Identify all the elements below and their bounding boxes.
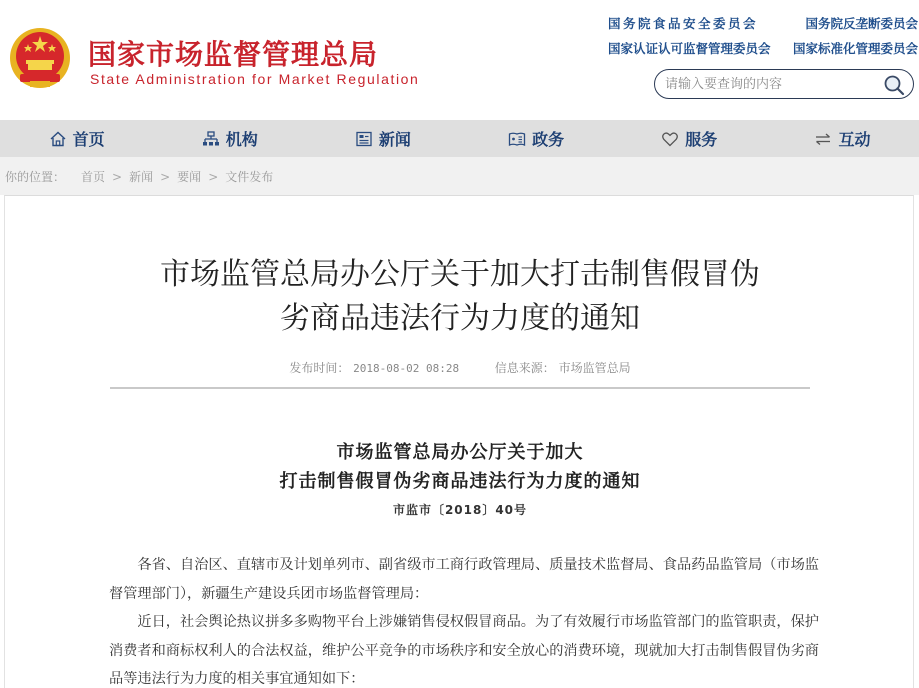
nav-label: 首页 [72, 130, 105, 149]
breadcrumb-document-release[interactable]: 文件发布 [225, 170, 274, 184]
link-standardization-committee[interactable]: 国家标准化管理委员会 [792, 41, 918, 56]
link-certification-committee[interactable]: 国家认证认可监督管理委员会 [608, 41, 771, 56]
nav-label: 政务 [532, 130, 565, 149]
breadcrumb-headlines[interactable]: 要闻 [177, 170, 202, 184]
breadcrumb-news[interactable]: 新闻 [129, 170, 154, 184]
nav-item-interaction[interactable] [766, 120, 919, 157]
body-paragraph: 各省、自治区、直辖市及计划单列市、副省级市工商行政管理局、质量技术监督局、食品药品监管局（市场监督管理部门），新疆生产建设兵团市场监督管理局： [109, 557, 819, 602]
home-icon [49, 130, 67, 148]
site-logo-subtitle: State Administration for Market Regulation [90, 71, 420, 87]
org-chart-icon [202, 130, 220, 148]
breadcrumb-home[interactable]: 首页 [81, 170, 106, 184]
document-number: 市监市〔2018〕40号 [392, 503, 528, 517]
source-value: 市场监管总局 [558, 361, 631, 375]
nav-item-news[interactable] [306, 120, 459, 157]
national-emblem-icon [8, 26, 72, 90]
document-heading-line1: 市场监管总局办公厅关于加大 [336, 442, 584, 463]
nav-item-services[interactable] [613, 120, 766, 157]
body-paragraph: 近日，社会舆论热议拼多多购物平台上涉嫌销售侵权假冒商品。为了有效履行市场监管部门的监管职责，保护消费者和商标权利人的合法权益，维护公平竞争的市场秩序和安全放心的消费环境，现就加大打击制售假冒伪劣商品等违法行为力度的相关事宜通知如下： [109, 614, 819, 687]
search-icon[interactable] [883, 74, 905, 96]
article-body [109, 551, 819, 688]
article-meta [5, 359, 915, 376]
search-box [654, 69, 914, 99]
publish-time-label: 发布时间： [289, 361, 350, 375]
site-header [0, 0, 919, 120]
newspaper-icon [355, 130, 373, 148]
related-agencies-links [608, 14, 918, 64]
breadcrumb [5, 168, 273, 185]
breadcrumb-bar [0, 157, 919, 195]
nav-label: 机构 [225, 130, 258, 149]
nav-item-home[interactable] [0, 120, 153, 157]
meta-divider [110, 387, 810, 389]
main-nav [0, 120, 919, 157]
nav-label: 新闻 [378, 130, 411, 149]
nav-item-organization[interactable] [153, 120, 306, 157]
nav-label: 服务 [685, 130, 718, 149]
exchange-arrows-icon [814, 130, 832, 148]
article-title [5, 253, 915, 341]
breadcrumb-prefix: 你的位置： [5, 170, 66, 184]
article-panel [4, 195, 914, 688]
article-title-line2: 劣商品违法行为力度的通知 [280, 301, 640, 336]
nav-item-government-affairs[interactable] [460, 120, 613, 157]
publish-time: 2018-08-02 08:28 [353, 362, 460, 375]
breadcrumb-separator: > [208, 169, 219, 184]
site-logo-title[interactable]: 国家市场监督管理总局 [88, 38, 379, 71]
heart-icon [661, 130, 679, 148]
breadcrumb-separator: > [112, 169, 123, 184]
source-label: 信息来源： [494, 361, 555, 375]
search-input[interactable] [665, 75, 875, 93]
article-title-line1: 市场监管总局办公厅关于加大打击制售假冒伪 [160, 257, 760, 292]
breadcrumb-separator: > [160, 169, 171, 184]
nav-label: 互动 [838, 130, 871, 149]
book-icon [508, 130, 526, 148]
link-food-safety-committee[interactable]: 国务院食品安全委员会 [608, 16, 759, 31]
document-heading [5, 438, 915, 496]
link-anti-monopoly-committee[interactable]: 国务院反垄断委员会 [805, 16, 918, 31]
document-heading-line2: 打击制售假冒伪劣商品违法行为力度的通知 [279, 471, 641, 492]
